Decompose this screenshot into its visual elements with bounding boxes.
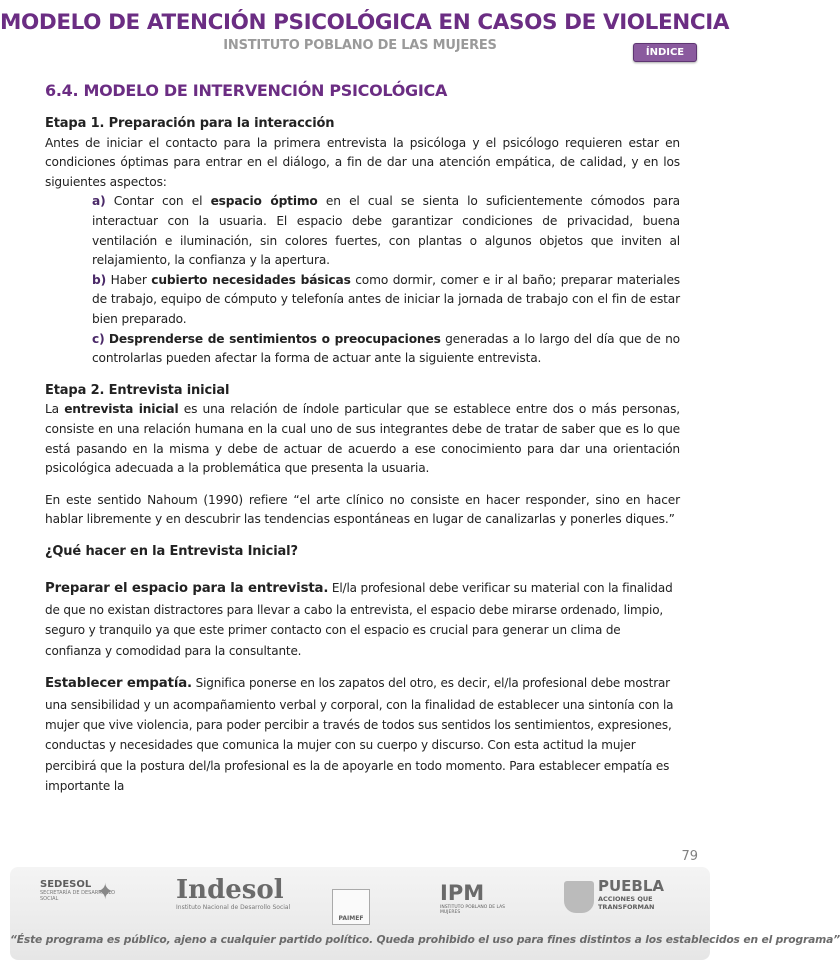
- logo-sub: SECRETARÍA DE DESARROLLO SOCIAL: [40, 890, 116, 902]
- index-button[interactable]: ÍNDICE: [633, 43, 697, 62]
- item-text-bold: espacio óptimo: [210, 194, 318, 209]
- logo-sub: PAIMEF: [338, 915, 364, 922]
- spacer: [45, 661, 680, 673]
- logo-name: Indesol: [176, 875, 284, 905]
- stage1-item-b: [45, 271, 680, 330]
- text-run-bold: entrevista inicial: [64, 402, 179, 417]
- text-run-bold: Establecer empatía.: [45, 676, 192, 692]
- footer-disclaimer: “Éste programa es público, ajeno a cualquier partido político. Queda prohibido el uso para fines distintos a los establecidos en el programa”: [10, 933, 840, 946]
- logo-sub: ACCIONES QUE TRANSFORMAN: [598, 895, 655, 911]
- shield-icon: [564, 881, 594, 913]
- logo-sub: Instituto Nacional de Desarrollo Social: [176, 904, 291, 911]
- ipm-logo: [440, 881, 510, 915]
- logo-name: SEDESOL: [40, 879, 92, 890]
- item-text-bold: Desprenderse de sentimientos o preocupaciones: [108, 331, 441, 346]
- paimef-logo: [332, 889, 370, 925]
- spacer: [45, 561, 680, 578]
- text-run: Significa ponerse en los zapatos del otro, es decir, el/la profesional debe mostrar una sensibilidad y un acompañamiento verbal y corporal, con la finalidad de establecer una sintonía con la mujer que vive violencia, para poder percibir a través de todos sus sentidos los sentimientos, expresiones, conductas y necesidades que comunica la mujer con su cuerpo y discurso. Con esta actitud la mujer percibirá que la postura del/la profesional es la de apoyarle en todo momento. Para establecer empatía es importante la: [45, 676, 674, 794]
- puebla-logo: [560, 877, 690, 911]
- eagle-icon: ✦: [96, 880, 115, 905]
- item-text-pre: Contar con el: [105, 194, 211, 209]
- stage1-intro: Antes de iniciar el contacto para la primera entrevista la psicóloga y el psicólogo requieren estar en condiciones óptimas para entrar en el diálogo, a fin de dar una atención empática, de calidad, y en los siguientes aspectos:: [45, 135, 680, 189]
- logo-name: IPM: [440, 881, 485, 905]
- header-title: MODELO DE ATENCIÓN PSICOLÓGICA EN CASOS DE VIOLENCIA: [0, 10, 730, 35]
- stage1-item-a: [45, 192, 680, 270]
- stage1-heading: Etapa 1. Preparación para la interacción: [45, 116, 335, 131]
- empathy-paragraph: [45, 673, 680, 796]
- text-run: La: [45, 402, 65, 417]
- item-label: a): [92, 194, 106, 209]
- stage2-paragraph-2: En este sentido Nahoum (1990) refiere “el arte clínico no consiste en hacer responder, sino en hacer hablar libremente y en descubrir las tendencias espontáneas en lugar de canalizarlas y ponerles diques.”: [45, 492, 680, 527]
- item-label: c): [92, 331, 105, 346]
- stage1-item-c: [45, 330, 680, 369]
- stage2-paragraph-1: [45, 400, 680, 478]
- section-title: 6.4. MODELO DE INTERVENCIÓN PSICOLÓGICA: [45, 81, 448, 100]
- item-text-pre: Haber: [106, 272, 152, 287]
- footer-logos-bar: [10, 867, 840, 960]
- item-text-bold: cubierto necesidades básicas: [151, 272, 351, 287]
- item-text-post: generadas a lo largo del día que de no controlarlas pueden afectar la forma de actuar ante la siguiente entrevista.: [92, 331, 680, 366]
- prepare-paragraph: [45, 578, 680, 661]
- document-body: [45, 114, 680, 797]
- spacer: [45, 369, 680, 381]
- header-subtitle: INSTITUTO POBLANO DE LAS MUJERES: [223, 38, 497, 53]
- spacer: [45, 479, 680, 491]
- text-run-bold: Preparar el espacio para la entrevista.: [45, 581, 329, 597]
- spacer: [45, 530, 680, 542]
- text-run: El/la profesional debe verificar su material con la finalidad de que no existan distractores para llevar a cabo la entrevista, el espacio debe mirarse ordenado, limpio, seguro y tranquilo ya que este primer contacto con el espacio es crucial para generar un clima de confianza y comodidad para la consultante.: [45, 581, 673, 658]
- stage2-heading: Etapa 2. Entrevista inicial: [45, 382, 230, 398]
- indesol-logo: [176, 875, 306, 911]
- page-number: 79: [681, 849, 698, 864]
- sedesol-logo: [40, 879, 120, 925]
- text-run: es una relación de índole particular que se establece entre dos o más personas, consiste en una relación humana en la cual uno de sus integrantes debe de tratar de saber que es lo que está pasando en la misma y debe de actuar de acuerdo a ese conocimiento para dar una orientación psicológica adecuada a la problemática que presenta la usuaria.: [45, 402, 680, 476]
- question-heading: ¿Qué hacer en la Entrevista Inicial?: [45, 543, 298, 559]
- item-text-post: en el cual se sienta lo suficientemente cómodos para interactuar con la usuaria. El espacio debe garantizar condiciones de privacidad, buena ventilación e iluminación, sin colores fuertes, con plantas o algunos objetos que inviten al relajamiento, la confianza y la apertura.: [92, 194, 680, 268]
- logo-sub: INSTITUTO POBLANO DE LAS MUJERES: [440, 905, 506, 915]
- item-text-post: como dormir, comer e ir al baño; preparar materiales de trabajo, equipo de cómputo y telefonía antes de iniciar la jornada de trabajo con el fin de estar bien preparado.: [92, 272, 681, 326]
- logo-name: PUEBLA: [598, 877, 665, 895]
- item-label: b): [92, 272, 106, 287]
